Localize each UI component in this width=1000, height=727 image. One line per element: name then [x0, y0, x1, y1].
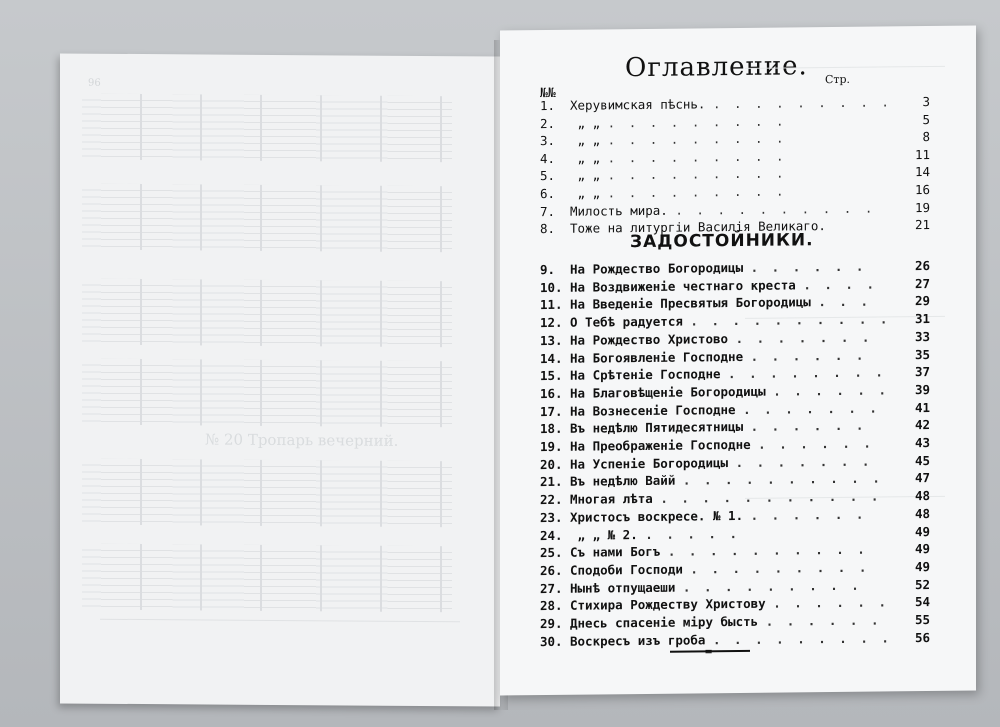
entry-title: На Вознесеніе Господне: [570, 401, 736, 419]
entry-page: 56: [914, 629, 930, 645]
left-page-number: 96: [88, 77, 101, 89]
entry-title: Многая лѣта: [570, 490, 653, 507]
faded-heading: № 20 Тропарь вечерний.: [205, 430, 399, 450]
music-staff: [82, 279, 452, 348]
entry-title: Стихира Рождеству Христову: [570, 596, 766, 614]
leader-dots: . . . . . .: [773, 594, 889, 611]
leader-dots: . . .: [818, 293, 871, 310]
entry-number: 6.: [540, 185, 556, 202]
entry-page: 19: [914, 199, 930, 215]
music-staff: [82, 459, 452, 528]
entry-number: 19.: [540, 438, 563, 455]
leader-dots: . . . . . . . .: [728, 364, 886, 382]
entry-page: 54: [914, 594, 930, 610]
page-column-label: Стр.: [825, 72, 851, 87]
entry-number: 7.: [540, 203, 556, 219]
leader-dots: . . . . . . . . . .: [675, 200, 876, 218]
music-staff: [82, 184, 452, 253]
entry-number: 30.: [540, 633, 563, 649]
entry-title: На Преображеніе Господне: [570, 436, 751, 454]
entry-title: На Воздвиженіе честнаго креста: [570, 277, 796, 295]
entry-page: 42: [914, 417, 930, 433]
entry-title: „ „: [570, 132, 601, 148]
number-column-label: №№: [540, 85, 556, 102]
music-staff: [82, 94, 452, 163]
entry-title: На Богоявленіе Господне: [570, 348, 744, 366]
leader-dots: . . . . . . . . . .: [682, 470, 883, 488]
entry-page: 43: [914, 434, 930, 451]
entry-title: На Успеніе Богородицы: [570, 454, 729, 472]
entry-title: „ „: [570, 115, 601, 131]
leader-dots: . . . . . . . . .: [607, 130, 787, 148]
entry-title: На Рождество Христово: [570, 330, 729, 348]
entry-number: 2.: [540, 115, 556, 131]
entry-title: На Срѣтеніе Господне: [570, 366, 721, 383]
entry-number: 13.: [540, 332, 563, 348]
leader-dots: . . . . . . . . .: [607, 113, 787, 130]
entry-number: 25.: [540, 545, 563, 561]
entry-number: 14.: [540, 350, 563, 366]
entry-page: 41: [914, 399, 930, 415]
entry-number: 1.: [540, 97, 556, 114]
leader-dots: . . . . . . . . .: [607, 148, 787, 166]
leader-dots: . . . . . .: [750, 506, 867, 523]
entry-title: „ „: [570, 167, 601, 184]
entry-page: 45: [914, 452, 930, 468]
entry-number: 9.: [540, 261, 556, 278]
entry-title: „ „: [570, 150, 601, 166]
entry-title: Нынѣ отпущаеши: [570, 579, 676, 596]
entry-title: На Введеніе Пресвятыя Богородицы: [570, 294, 811, 313]
entry-number: 22.: [540, 491, 563, 508]
leader-dots: . . . . . . . . .: [607, 165, 787, 183]
entry-title: Христосъ воскресе. № 1.: [570, 507, 744, 525]
entry-number: 8.: [540, 221, 556, 237]
music-staff: [82, 544, 452, 613]
entry-page: 14: [914, 164, 930, 180]
entry-number: 4.: [540, 150, 556, 166]
leader-dots: . . . . . . .: [743, 400, 880, 417]
entry-number: 27.: [540, 580, 563, 596]
entry-page: 37: [914, 364, 930, 380]
entry-number: 10.: [540, 279, 563, 295]
leader-dots: . . . . . . . . . . .: [660, 488, 882, 506]
entry-number: 16.: [540, 385, 563, 401]
left-page: [60, 53, 500, 706]
entry-title: Въ недѣлю Вайй: [570, 473, 676, 490]
leader-dots: . . . . . . . . .: [690, 559, 870, 577]
leader-dots: . . . .: [803, 276, 877, 293]
entry-title: Сподоби Господи: [570, 561, 683, 578]
page-title: Оглавление.: [625, 51, 808, 84]
entry-number: 12.: [540, 314, 563, 331]
leader-dots: . . . . . .: [758, 435, 874, 452]
entry-number: 26.: [540, 562, 563, 578]
leader-dots: . . . . . .: [750, 347, 867, 364]
leader-dots: . . . . . .: [750, 417, 867, 435]
leader-dots: . . . . . . . . .: [713, 94, 892, 112]
leader-dots: . . . . .: [645, 525, 740, 542]
entry-title: Херувимская пѣснь.: [570, 96, 706, 113]
leader-dots: . . . . . . . . .: [607, 183, 787, 201]
leader-dots: . . . . . . .: [735, 329, 873, 346]
entry-number: 11.: [540, 297, 563, 313]
entry-number: 21.: [540, 474, 563, 490]
entry-page: 55: [914, 611, 930, 628]
entry-page: 48: [914, 488, 930, 504]
entry-number: 18.: [540, 421, 563, 437]
entry-page: 33: [914, 328, 930, 344]
bleed-through-line: [745, 66, 945, 77]
entry-number: 29.: [540, 615, 563, 632]
entry-page: 52: [914, 576, 930, 592]
entry-page: 27: [914, 275, 930, 291]
entry-page: 5: [922, 111, 930, 127]
entry-number: 20.: [540, 456, 563, 472]
entry-number: 28.: [540, 598, 563, 614]
entry-number: 17.: [540, 403, 563, 419]
leader-dots: . . . . . .: [765, 612, 882, 629]
entry-page: 49: [914, 541, 930, 557]
leader-dots: . . . . . . . . . .: [667, 541, 868, 559]
entry-page: 21: [914, 217, 930, 233]
entry-page: 49: [914, 523, 930, 539]
entry-title: Милость мира.: [570, 202, 668, 219]
entry-number: 23.: [540, 509, 563, 525]
entry-title: Тоже на литургіи Василія Великаго.: [570, 218, 826, 236]
section-title: ЗАДОСТОЙНИКИ.: [630, 230, 814, 253]
entry-title: Днесь спасеніе міру бысть: [570, 613, 759, 631]
entry-number: 5.: [540, 168, 556, 184]
entry-page: 16: [914, 181, 930, 198]
entry-page: 39: [914, 381, 930, 398]
ornament-mark: =: [705, 644, 713, 659]
leader-dots: . . . . . . . . .: [713, 630, 892, 647]
entry-title: На Благовѣщеніе Богородицы: [570, 383, 766, 401]
entry-title: „ „: [570, 185, 601, 201]
entry-number: 3.: [540, 133, 556, 149]
leader-dots: . . . . . . .: [735, 453, 873, 470]
leader-dots: . . . . . .: [773, 382, 889, 399]
faded-footnote: [100, 619, 460, 633]
entry-page: 11: [914, 146, 930, 162]
right-page: [500, 26, 976, 696]
entry-title: На Рождество Богородицы: [570, 259, 744, 277]
entry-title: Съ нами Богъ: [570, 544, 661, 560]
entry-page: 49: [914, 558, 930, 575]
entry-title: О Тебѣ радуется: [570, 313, 683, 330]
leader-dots: . . . . . . . . .: [682, 577, 862, 595]
entry-page: 26: [914, 257, 930, 274]
entry-page: 29: [914, 293, 930, 309]
entry-page: 8: [922, 129, 930, 145]
entry-page: 48: [914, 505, 930, 521]
entry-page: 3: [922, 93, 930, 110]
entry-page: 35: [914, 346, 930, 362]
entry-number: 15.: [540, 368, 563, 384]
leader-dots: . . . . . .: [750, 258, 867, 275]
entry-title: „ „ № 2.: [570, 526, 638, 543]
entry-page: 47: [914, 470, 930, 486]
entry-number: 24.: [540, 527, 563, 543]
leader-dots: . . . . . . . . . .: [690, 311, 891, 329]
entry-title: Воскресъ изъ гроба: [570, 632, 706, 649]
entry-title: Въ недѣлю Пятидесятницы: [570, 419, 744, 437]
entry-page: 31: [914, 311, 930, 327]
music-staff: [82, 359, 452, 428]
